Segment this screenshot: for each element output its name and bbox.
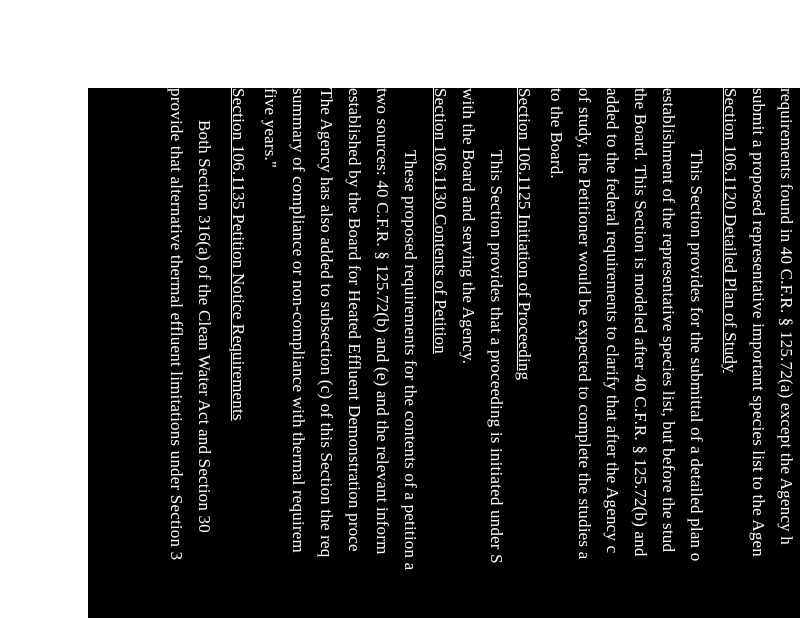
text-line: of study, the Petitioner would be expected to complete the studies a	[575, 88, 594, 560]
text-line: added to the federal requirements to clarify that after the Agency c	[603, 88, 622, 554]
text-line: with the Board and serving the Agency.	[459, 88, 478, 365]
paragraph-first-line: These proposed requirements for the contents of a petition a	[401, 150, 420, 571]
section-heading: Section 106.1125 Initiation of Proceeding	[515, 88, 534, 381]
text-line: established by the Board for Heated Effluent Demonstration proce	[345, 88, 364, 552]
rotated-document-page	[88, 88, 800, 618]
text-line: two sources: 40 C.F.R. § 125.72(b) and (e) and the relevant inform	[373, 88, 392, 555]
text-line: summary of compliance or non-compliance with thermal requirem	[289, 88, 308, 553]
text-line: to the Board.	[547, 88, 566, 179]
section-heading: Section 106.1130 Contents of Petition	[431, 88, 450, 355]
text-line: The Agency has also added to subsection (c) of this Section the req	[317, 88, 336, 558]
text-line: the Board. This Section is modeled after 40 C.F.R. § 125.72(b) and	[631, 88, 650, 557]
text-line: submit a proposed representative important species list to the Agen	[749, 88, 768, 557]
scanned-page-background	[88, 88, 800, 618]
paragraph-first-line: This Section provides for the submittal of a detailed plan o	[687, 150, 706, 562]
text-line: establishment of the representative species list, but before the stud	[659, 88, 678, 553]
text-line: five years."	[261, 88, 280, 169]
text-line: provide that alternative thermal effluent limitations under Section 3	[167, 88, 186, 561]
section-heading: Section 106.1120 Detailed Plan of Study	[721, 88, 740, 373]
paragraph-first-line: This Section provides that a proceeding is initiated under S	[487, 150, 506, 564]
text-line: requirements found in 40 C.F.R. § 125.72(a) except the Agency h	[777, 88, 796, 545]
section-heading: Section 106.1135 Petition Notice Requirements	[229, 88, 248, 421]
paragraph-first-line: Both Section 316(a) of the Clean Water Act and Section 30	[195, 120, 214, 533]
